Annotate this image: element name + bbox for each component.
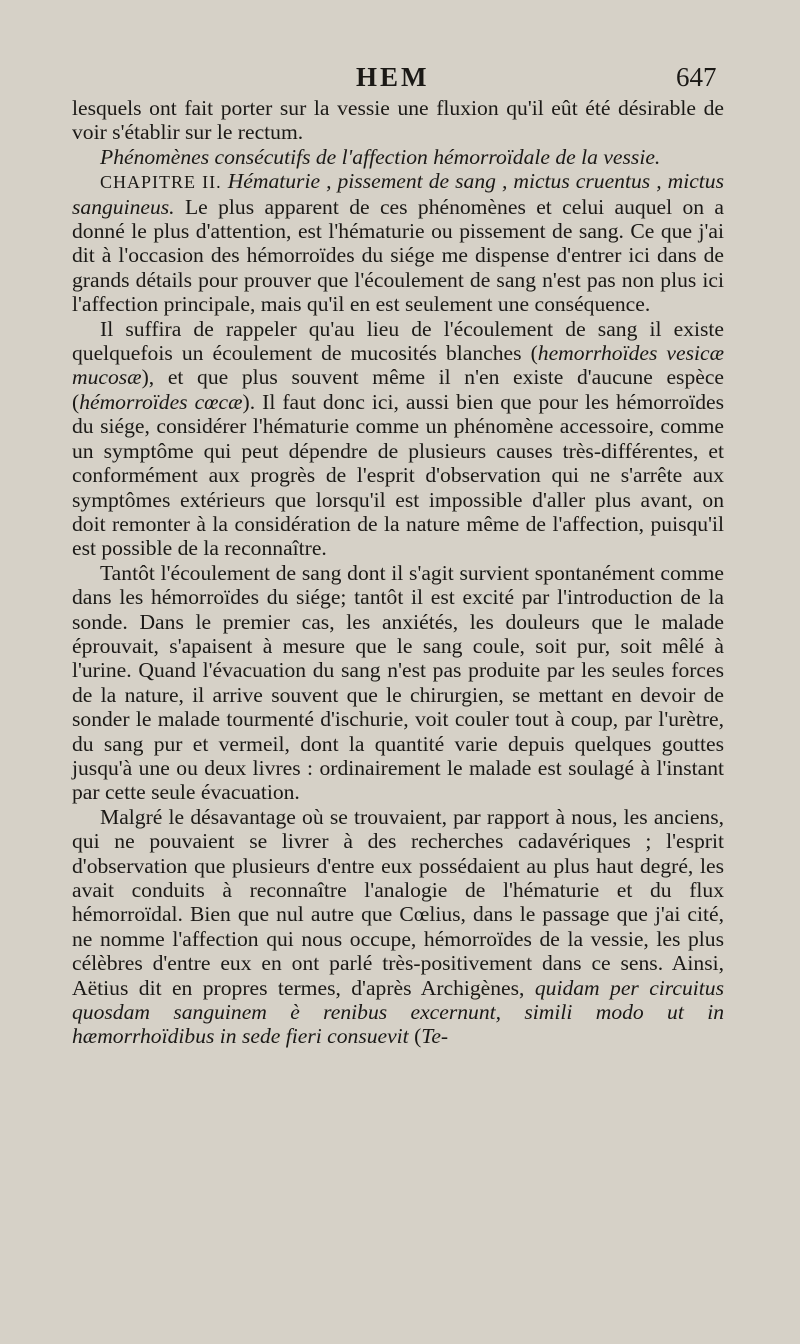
paragraph-5 — [72, 805, 724, 1049]
paragraph-4: Tantôt l'écoulement de sang dont il s'agit survient spontanément comme dans les hémorroïdes du siége; tantôt il est excité par l'introduction de la sonde. Dans le premier cas, les anxiétés, les douleurs que le malade éprouvait, s'apaisent à mesure que le sang coule, soit pur, soit mêlé à l'urine. Quand l'évacuation du sang n'est pas produite par les seules forces de la nature, il arrive souvent que le chirurgien, se mettant en devoir de sonder le malade tourmenté d'ischurie, voit couler tout à coup, par l'urètre, du sang pur et vermeil, dont la quantité varie depuis quelques gouttes jusqu'à une ou deux livres : ordinairement le malade est soulagé à l'instant par cette seule évacuation. — [72, 560, 724, 805]
paragraph-5-text-a: Malgré le désavantage où se trouvaient, par rapport à nous, les anciens, qui ne pouvaient se livrer à des recherches cadavériques ; l'esprit d'observation que plusieurs d'entre eux possédaient au plus haut degré, les avait conduits à reconnaître l'analogie de l'hématurie et du flux hémorroïdal. Bien que nul autre que Cœlius, dans le passage que j'ai cité, ne nomme l'affection qui nous occupe, hémorroïdes de la vessie, les plus célèbres d'entre eux en ont parlé très-positivement dans ce sens. Ainsi, Aëtius dit en propres termes, d'après Archigènes, — [72, 804, 724, 1000]
main-text — [72, 96, 724, 1049]
running-head — [0, 62, 800, 96]
paragraph-2-text: Le plus apparent de ces phénomènes et celui auquel on a donné le plus d'attention, est l'hématurie ou pissement de sang. Ce que j'ai dit à l'occasion des hémorroïdes du siége me dispense d'entrer ici dans de grands détails pour prouver que l'écoulement de sang n'est pas non plus ici l'affection principale, mais qu'il en est seulement une conséquence. — [72, 194, 725, 317]
paragraph-3-latin-1: hemorrhoïdes vesicæ mucosæ — [72, 341, 724, 390]
paragraph-5-latin-end: Te- — [421, 1024, 449, 1049]
paragraph-5-text-b: ( — [414, 1024, 422, 1049]
paragraph-3-latin-2: hémorroïdes cœcæ — [79, 389, 243, 414]
paragraph-3 — [72, 317, 724, 561]
paragraph-3-text-a: Il suffira de rappeler qu'au lieu de l'écoulement de sang il existe quelquefois un écoulement de mucosités blanches ( — [72, 316, 724, 366]
chapter-label: CHAPITRE II. — [100, 172, 222, 193]
paragraph-5-latin-quote: quidam per circuitus quosdam sanguinem è renibus excernunt, simili modo ut in hæmorrhoïdibus in sede fieri consuevit — [72, 975, 724, 1049]
section-heading: Phénomènes consécutifs de l'affection hémorroïdale de la vessie. — [100, 144, 661, 169]
page-number: 647 — [676, 62, 717, 92]
paragraph-3-text-b: ), et que plus souvent même il n'en existe d'aucune espèce ( — [72, 365, 724, 414]
paragraph-1: lesquels ont fait porter sur la vessie une fluxion qu'il eût été désirable de voir s'établir sur le rectum. — [72, 96, 724, 145]
paragraph-2 — [72, 169, 724, 316]
chapter-title: Hématurie , pissement de sang , mictus cruentus , mictus sanguineus. — [72, 169, 725, 219]
running-head-title: HEM — [356, 62, 430, 92]
paragraph-3-text-c: ). Il faut donc ici, aussi bien que pour les hémorroïdes du siége, considérer l'hématurie comme un phénomène accessoire, comme un symptôme qui peut dépendre de plusieurs causes très-différentes, et conformément aux progrès de l'esprit d'observation qui ne s'arrête aux symptômes extérieurs que lorsqu'il est impossible d'aller plus avant, on doit remonter à la considération de la nature même de l'affection, puisqu'il est possible de la reconnaître. — [72, 389, 724, 561]
